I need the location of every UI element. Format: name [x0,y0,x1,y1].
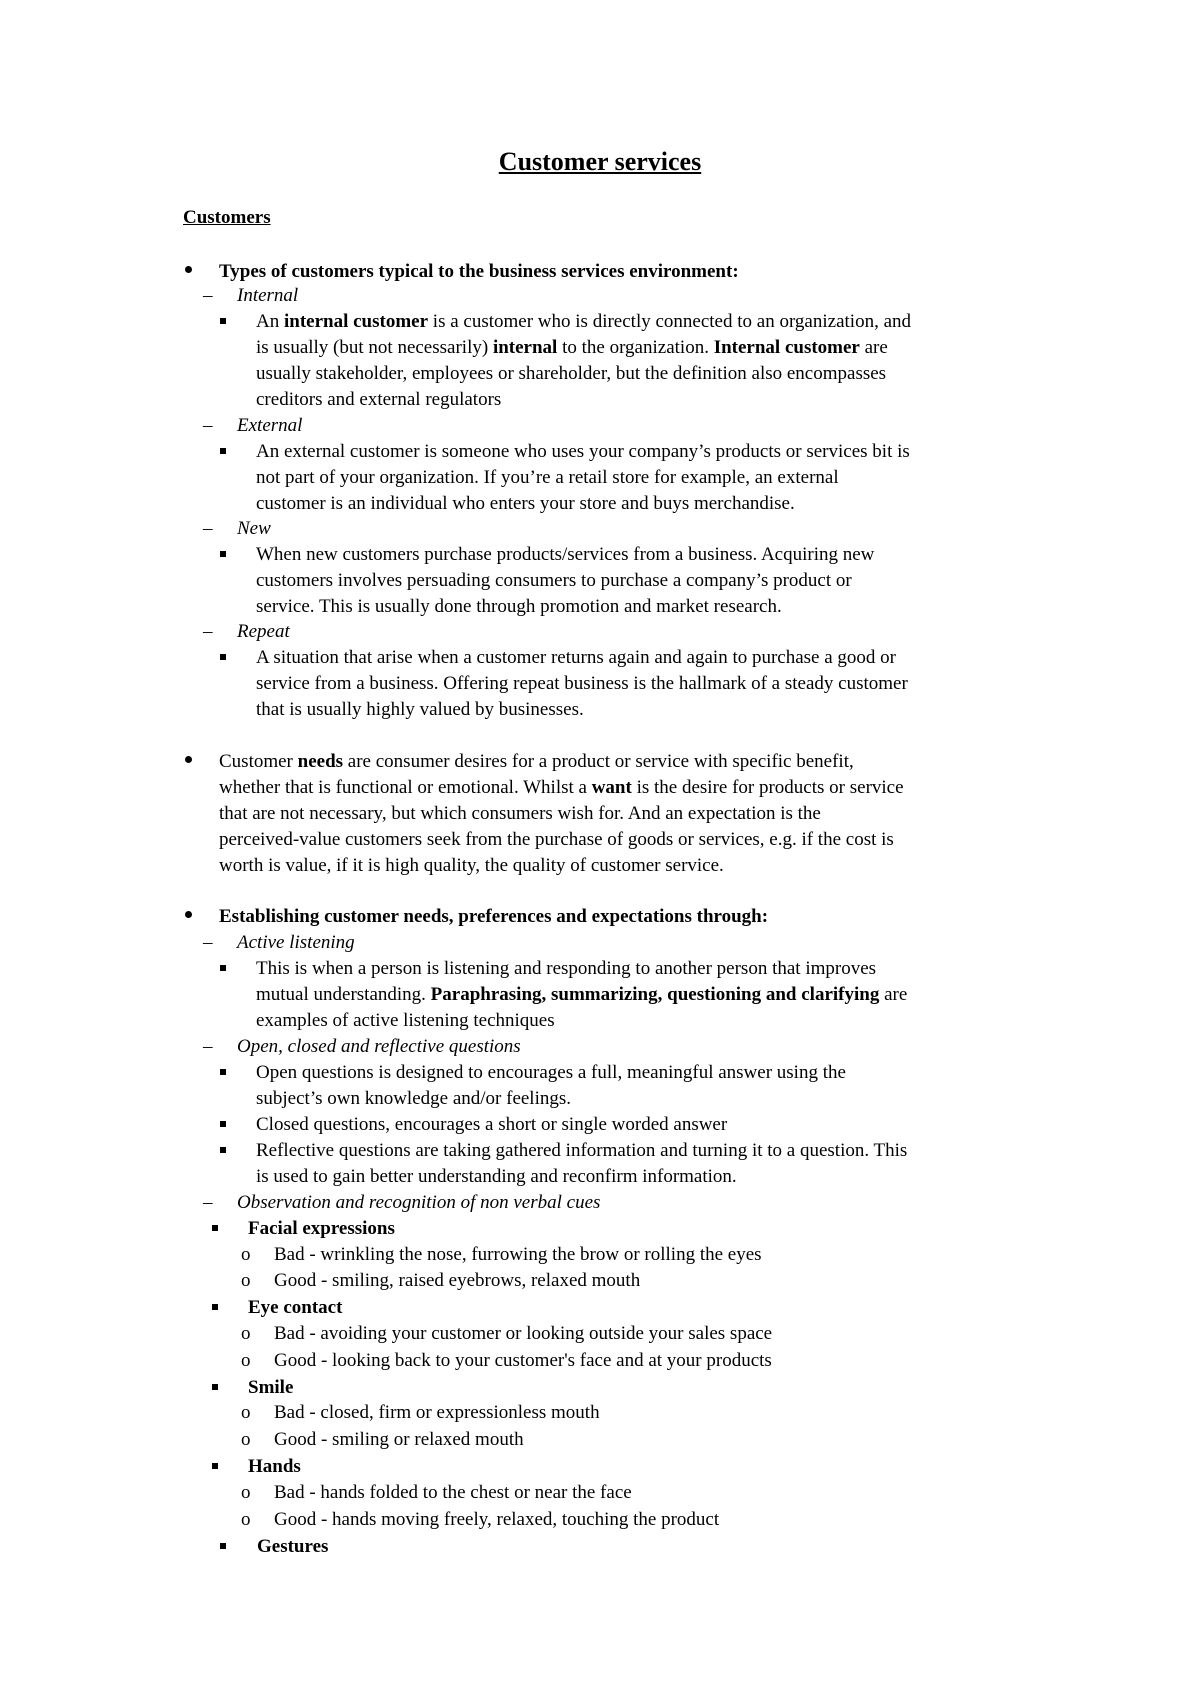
cue-name: Hands [248,1456,301,1477]
cue-bad: Bad - hands folded to the chest or near the face [274,1482,632,1503]
needs-text: worth is value, if it is high quality, the quality of customer service. [219,855,724,876]
dash-marker: – [203,518,213,539]
square-bullet [220,448,226,454]
internal-text: creditors and external regulators [256,389,502,410]
square-bullet [220,1543,226,1549]
circle-marker: o [241,1482,251,1503]
circle-marker: o [241,1429,251,1450]
active-text: This is when a person is listening and responding to another person that improves [256,958,877,979]
bullet-dot [185,756,192,763]
square-bullet [212,1225,218,1231]
repeat-text: A situation that arise when a customer returns again and again to purchase a good or [256,647,896,668]
cue-name: Gestures [257,1536,329,1557]
square-bullet [212,1384,218,1390]
square-bullet [220,654,226,660]
bullet-dot [185,911,192,918]
external-text: customer is an individual who enters your store and buys merchandise. [256,493,795,514]
page-title: Customer services [498,147,702,176]
needs-text: whether that is functional or emotional. Whilst a want is the desire for products or service [219,777,904,798]
repeat-label: Repeat [237,621,290,642]
circle-marker: o [241,1270,251,1291]
square-bullet [220,1121,226,1127]
needs-text: that are not necessary, but which consumers wish for. And an expectation is the [219,803,821,824]
dash-marker: – [203,932,213,953]
circle-marker: o [241,1244,251,1265]
circle-marker: o [241,1323,251,1344]
open-questions-text: subject’s own knowledge and/or feelings. [256,1088,572,1109]
bullet-dot [185,266,192,273]
dash-marker: – [203,415,213,436]
square-bullet [220,1069,226,1075]
closed-questions-text: Closed questions, encourages a short or single worded answer [256,1114,728,1135]
circle-marker: o [241,1402,251,1423]
active-label: Active listening [237,932,355,953]
needs-text: perceived-value customers seek from the purchase of goods or services, e.g. if the cost is [219,829,894,850]
cue-name: Smile [248,1377,294,1398]
questions-label: Open, closed and reflective questions [237,1036,521,1057]
square-bullet [220,318,226,324]
cue-good: Good - looking back to your customer's face and at your products [274,1350,772,1371]
observation-label: Observation and recognition of non verbal cues [237,1192,601,1213]
internal-text: is usually (but not necessarily) internal to the organization. Internal customer are [256,337,888,358]
internal-text: An internal customer is a customer who is directly connected to an organization, and [256,311,911,332]
needs-text: Customer needs are consumer desires for a product or service with specific benefit, [219,751,854,772]
square-bullet [220,1147,226,1153]
types-heading: Types of customers typical to the business services environment: [219,261,739,282]
dash-marker: – [203,1192,213,1213]
new-text: customers involves persuading consumers to purchase a company’s product or [256,570,852,591]
circle-marker: o [241,1350,251,1371]
new-text: service. This is usually done through promotion and market research. [256,596,782,617]
cue-bad: Bad - avoiding your customer or looking outside your sales space [274,1323,773,1344]
reflective-questions-text: Reflective questions are taking gathered information and turning it to a question. This [256,1140,908,1161]
square-bullet [212,1463,218,1469]
dash-marker: – [203,621,213,642]
square-bullet [220,965,226,971]
square-bullet [220,551,226,557]
internal-text: usually stakeholder, employees or shareholder, but the definition also encompasses [256,363,887,384]
repeat-text: that is usually highly valued by businesses. [256,699,584,720]
external-text: not part of your organization. If you’re a retail store for example, an external [256,467,839,488]
establishing-heading: Establishing customer needs, preferences and expectations through: [219,906,769,927]
dash-marker: – [203,285,213,306]
reflective-questions-text: is used to gain better understanding and reconfirm information. [256,1166,737,1187]
dash-marker: – [203,1036,213,1057]
cue-name: Eye contact [248,1297,343,1318]
cue-good: Good - smiling, raised eyebrows, relaxed mouth [274,1270,641,1291]
external-text: An external customer is someone who uses your company’s products or services bit is [256,441,910,462]
section-heading: Customers [183,207,271,228]
active-text: mutual understanding. Paraphrasing, summarizing, questioning and clarifying are [256,984,908,1005]
cue-bad: Bad - closed, firm or expressionless mouth [274,1402,600,1423]
active-text: examples of active listening techniques [256,1010,555,1031]
cue-name: Facial expressions [248,1218,395,1239]
square-bullet [212,1304,218,1310]
repeat-text: service from a business. Offering repeat business is the hallmark of a steady customer [256,673,908,694]
cue-bad: Bad - wrinkling the nose, furrowing the brow or rolling the eyes [274,1244,762,1265]
open-questions-text: Open questions is designed to encourages a full, meaningful answer using the [256,1062,846,1083]
circle-marker: o [241,1509,251,1530]
internal-label: Internal [237,285,299,306]
cue-good: Good - hands moving freely, relaxed, touching the product [274,1509,720,1530]
external-label: External [237,415,303,436]
new-text: When new customers purchase products/services from a business. Acquiring new [256,544,875,565]
cue-good: Good - smiling or relaxed mouth [274,1429,524,1450]
new-label: New [237,518,271,539]
